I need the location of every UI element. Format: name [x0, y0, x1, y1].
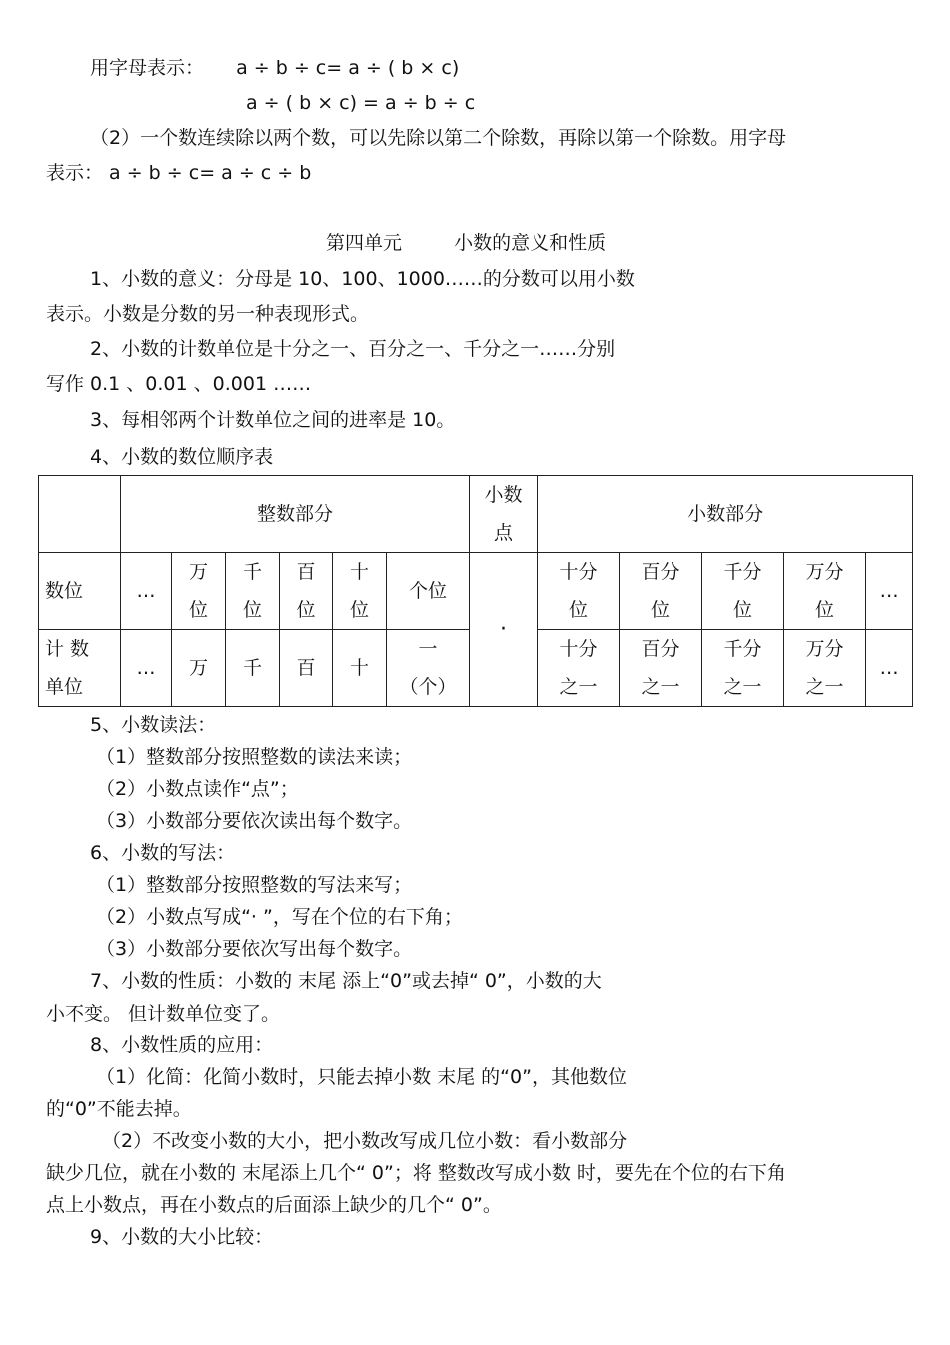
unit-cell: 百 — [280, 630, 333, 707]
paragraph-2-line-a: 2、小数的计数单位是十分之一、百分之一、千分之一……分别 — [90, 338, 616, 360]
section-8-item-1a: （1）化简：化简小数时，只能去掉小数 末尾 的“0”，其他数位 — [96, 1066, 627, 1088]
section-5-item: （2）小数点读作“点”； — [96, 778, 299, 800]
place-cell: 千 位 — [226, 553, 280, 630]
ellipsis-cell: … — [866, 630, 913, 707]
decimal-point-cell: · — [470, 553, 538, 707]
ellipsis-cell: … — [121, 630, 172, 707]
decimal-place-cell: 万分 位 — [784, 553, 866, 630]
row-label-place: 数位 — [39, 553, 121, 630]
unit-title: 第四单元 — [326, 232, 403, 254]
section-8-item-2c: 点上小数点，再在小数点的后面添上缺少的几个“ 0”。 — [46, 1194, 502, 1216]
formula-expression: a ÷ b ÷ c= a ÷ ( b × c) — [236, 57, 460, 79]
unit-heading — [326, 231, 606, 255]
paragraph-2-line-b: 写作 0.1 、0.01 、0.001 …… — [46, 373, 312, 395]
section-6-item: （1）整数部分按照整数的写法来写； — [96, 874, 413, 896]
paragraph-3: 3、每相邻两个计数单位之间的进率是 10。 — [90, 409, 456, 431]
section-6-item: （3）小数部分要依次写出每个数字。 — [96, 938, 413, 960]
ellipsis-cell: … — [121, 553, 172, 630]
row-label-unit: 计 数 单位 — [39, 630, 121, 707]
decimal-unit-cell: 万分 之一 — [784, 630, 866, 707]
rule-formula-line: 表示： a ÷ b ÷ c= a ÷ c ÷ b — [46, 162, 312, 184]
decimal-part-header: 小数部分 — [538, 476, 913, 553]
section-5-item: （1）整数部分按照整数的读法来读； — [96, 746, 413, 768]
unit-cell: 万 — [172, 630, 226, 707]
section-8-item-1b: 的“0”不能去掉。 — [46, 1098, 192, 1120]
decimal-point-header: 小数 点 — [470, 476, 538, 553]
place-value-table — [38, 475, 913, 707]
ones-unit-cell: 一 （个） — [387, 630, 470, 707]
decimal-place-cell: 十分 位 — [538, 553, 620, 630]
unit-subtitle: 小数的意义和性质 — [454, 232, 607, 254]
integer-part-header: 整数部分 — [121, 476, 470, 553]
section-7-line-b: 小不变。 但计数单位变了。 — [46, 1003, 281, 1025]
section-5-title: 5、小数读法： — [90, 714, 217, 736]
decimal-unit-cell: 百分 之一 — [620, 630, 702, 707]
unit-cell: 千 — [226, 630, 280, 707]
section-6-title: 6、小数的写法： — [90, 842, 236, 864]
section-8-item-2b: 缺少几位，就在小数的 末尾添上几个“ 0”；将 整数改写成小数 时，要先在个位的右下角 — [46, 1162, 786, 1184]
section-8-title: 8、小数性质的应用： — [90, 1034, 274, 1056]
ones-place-cell: 个位 — [387, 553, 470, 630]
decimal-unit-cell: 十分 之一 — [538, 630, 620, 707]
ellipsis-cell: … — [866, 553, 913, 630]
place-cell: 十 位 — [333, 553, 387, 630]
place-cell: 万 位 — [172, 553, 226, 630]
place-cell: 百 位 — [280, 553, 333, 630]
rule-text-line: （2）一个数连续除以两个数，可以先除以第二个除数，再除以第一个除数。用字母 — [90, 127, 787, 149]
section-9-title: 9、小数的大小比较： — [90, 1226, 274, 1248]
decimal-place-cell: 百分 位 — [620, 553, 702, 630]
section-7-line-a: 7、小数的性质：小数的 末尾 添上“0”或去掉“ 0”，小数的大 — [90, 970, 602, 992]
formula-label: 用字母表示： — [90, 57, 205, 79]
decimal-unit-cell: 千分 之一 — [702, 630, 784, 707]
section-8-item-2a: （2）不改变小数的大小，把小数改写成几位小数：看小数部分 — [102, 1130, 628, 1152]
section-5-item: （3）小数部分要依次读出每个数字。 — [96, 810, 413, 832]
paragraph-1-line-b: 表示。小数是分数的另一种表现形式。 — [46, 303, 370, 325]
header-empty-cell — [39, 476, 121, 553]
unit-cell: 十 — [333, 630, 387, 707]
paragraph-4: 4、小数的数位顺序表 — [90, 446, 274, 468]
section-6-item: （2）小数点写成“· ”，写在个位的右下角； — [96, 906, 463, 928]
formula-line-1 — [90, 56, 459, 80]
formula-line-2: a ÷ ( b × c) = a ÷ b ÷ c — [246, 92, 476, 114]
decimal-place-cell: 千分 位 — [702, 553, 784, 630]
paragraph-1-line-a: 1、小数的意义：分母是 10、100、1000……的分数可以用小数 — [90, 268, 635, 290]
